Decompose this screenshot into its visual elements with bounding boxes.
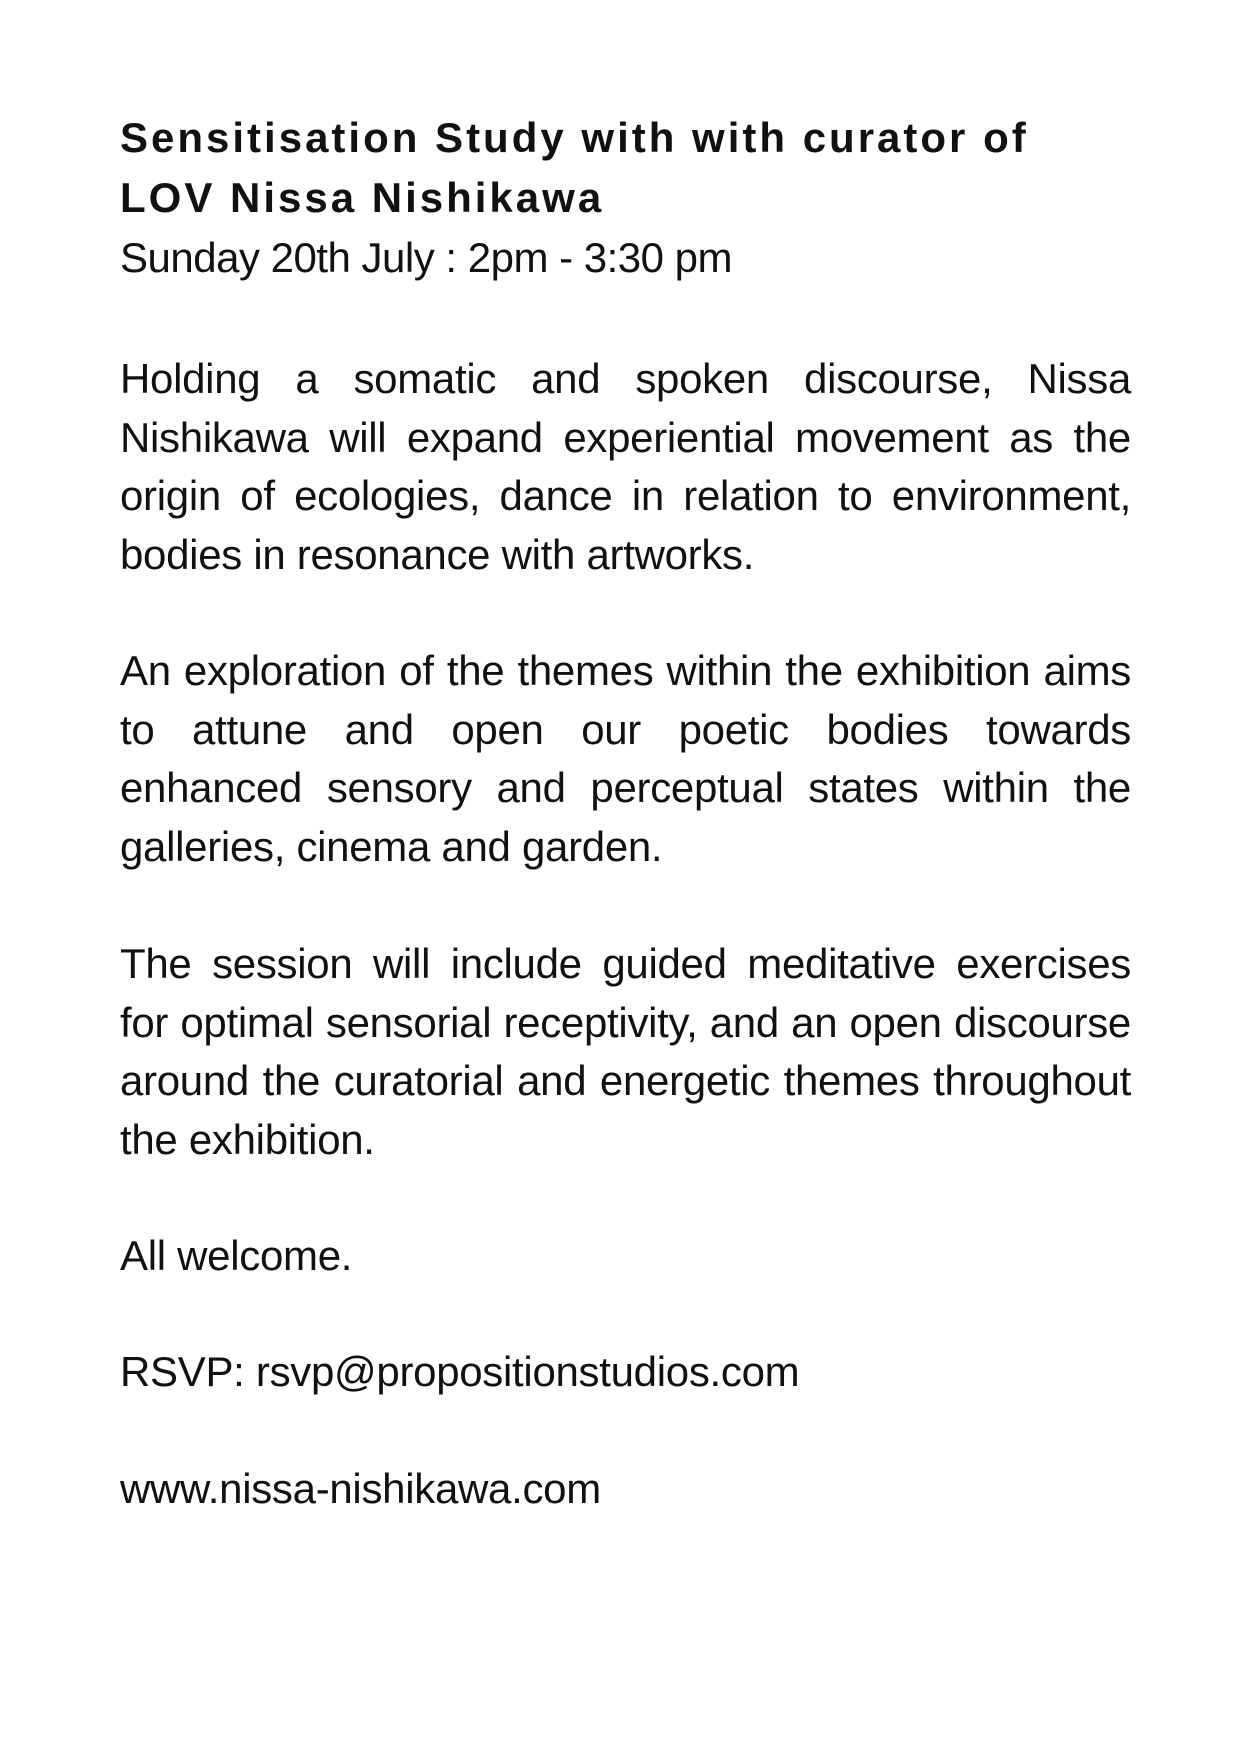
welcome-text: All welcome.: [120, 1232, 353, 1279]
rsvp-link[interactable]: RSVP: rsvp@propositionstudios.com: [120, 1348, 800, 1395]
event-date-time: Sunday 20th July : 2pm - 3:30 pm: [120, 234, 733, 281]
paragraph-session: The session will include guided meditative exercises for optimal sensorial receptivity, and an open discourse around the curatorial and energetic themes throughout the exhibition.: [120, 940, 1131, 1163]
event-title: Sensitisation Study with with curator of LOV Nissa Nishikawa: [120, 114, 1029, 221]
paragraph-intro: Holding a somatic and spoken discourse, Nissa Nishikawa will expand experiential movement as the origin of ecologies, dance in relation to environment, bodies in resonance with artworks.: [120, 355, 1131, 578]
paragraph-exploration: An exploration of the themes within the exhibition aims to attune and open our poetic bodies towards enhanced sensory and perceptual states within the galleries, cinema and garden.: [120, 647, 1131, 870]
event-notice: [120, 108, 1131, 1512]
website-link[interactable]: www.nissa-nishikawa.com: [120, 1465, 601, 1512]
